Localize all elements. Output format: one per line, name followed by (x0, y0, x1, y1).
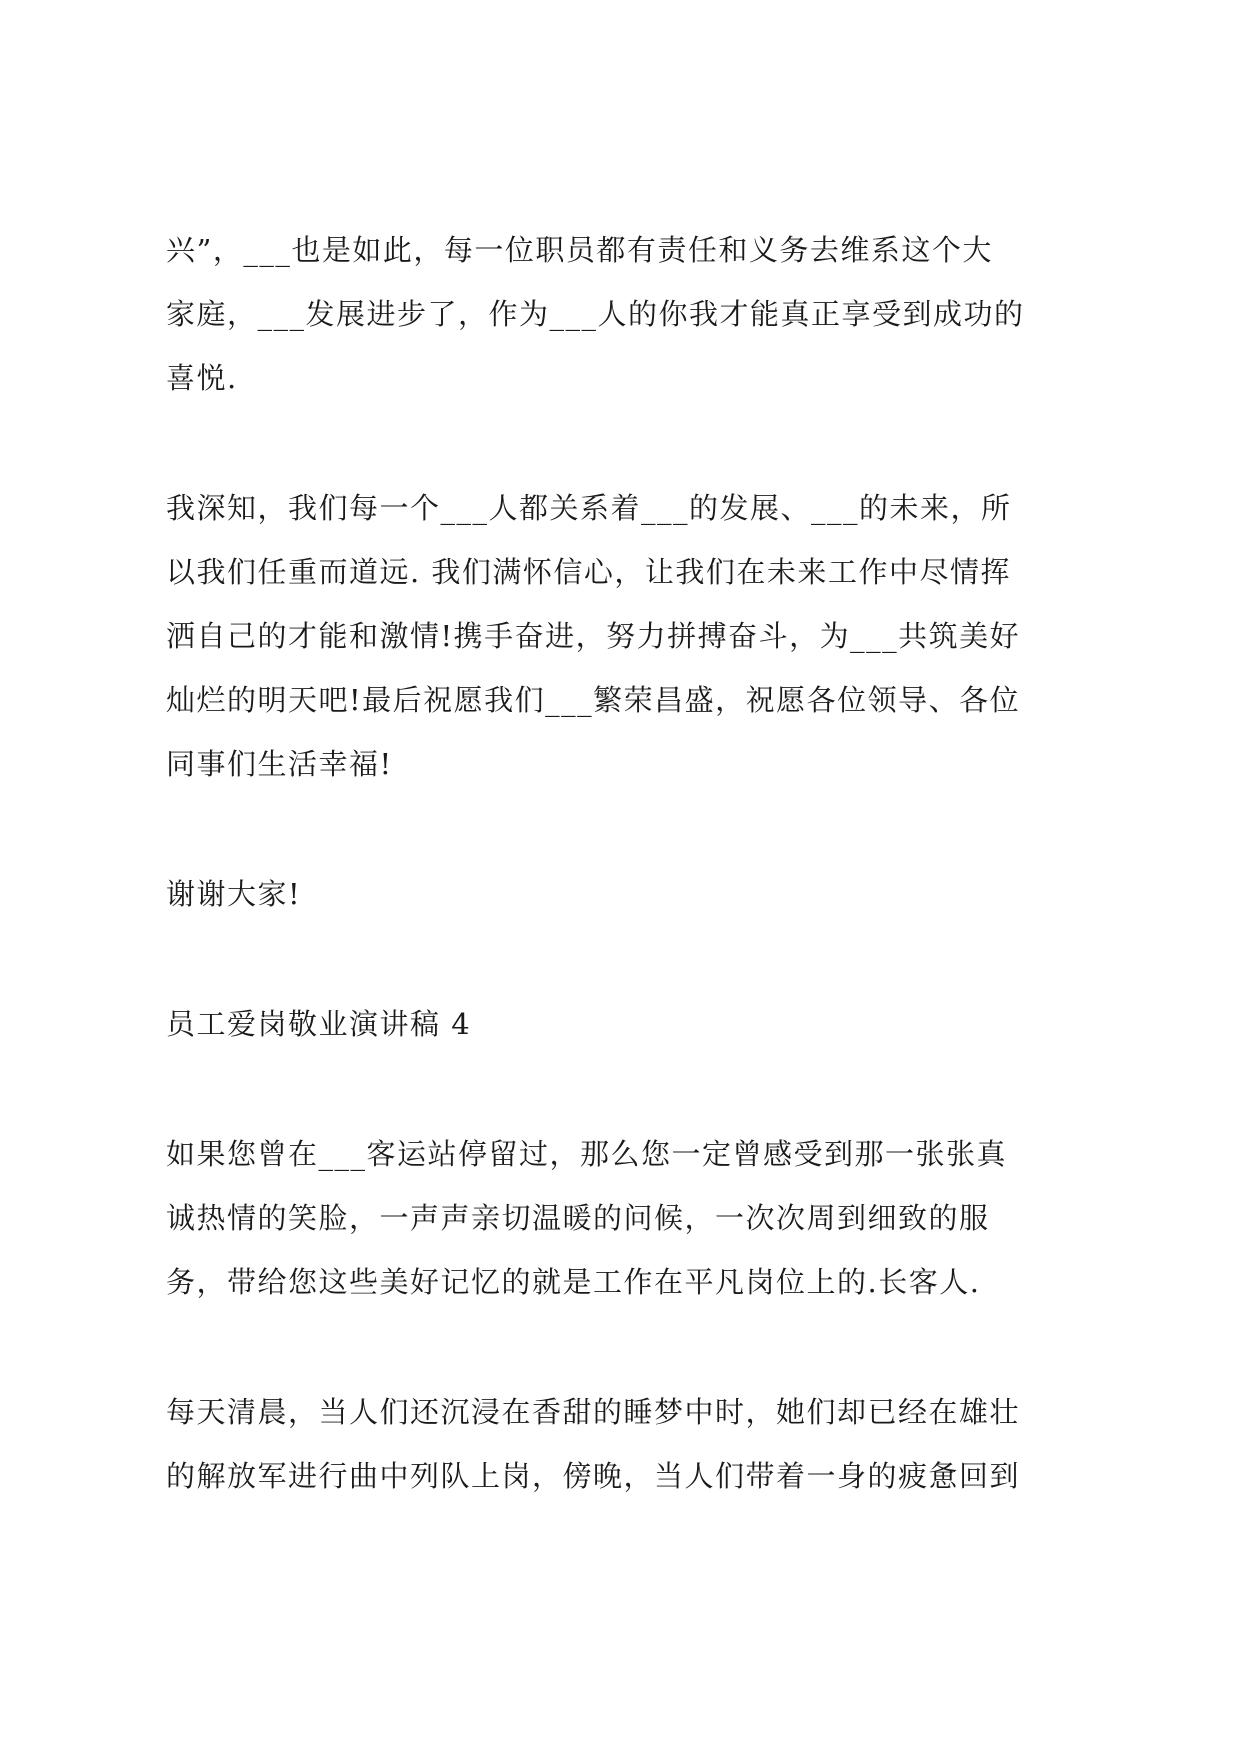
text-line: 务，带给您这些美好记忆的就是工作在平凡岗位上的.长客人. (166, 1265, 981, 1299)
text-line: 如果您曾在___客运站停留过，那么您一定曾感受到那一张张真 (166, 1137, 1008, 1171)
text-line: 的解放军进行曲中列队上岗，傍晚，当人们带着一身的疲惫回到 (166, 1459, 1021, 1493)
section-heading: 员工爱岗敬业演讲稿 4 (166, 1007, 472, 1041)
text-line: 兴”，___也是如此，每一位职员都有责任和义务去维系这个大 (166, 233, 993, 267)
text-line: 谢谢大家! (166, 877, 302, 911)
text-line: 以我们任重而道远. 我们满怀信心，让我们在未来工作中尽情挥 (166, 555, 1011, 589)
text-line: 灿烂的明天吧!最后祝愿我们___繁荣昌盛，祝愿各位领导、各位 (166, 683, 1021, 717)
text-line: 同事们生活幸福! (166, 747, 393, 781)
text-line: 家庭，___发展进步了，作为___人的你我才能真正享受到成功的 (166, 297, 1025, 331)
text-line: 我深知，我们每一个___人都关系着___的发展、___的未来，所 (166, 491, 1012, 525)
text-line: 洒自己的才能和激情!携手奋进，努力拼搏奋斗，为___共筑美好 (166, 619, 1021, 653)
text-line: 诚热情的笑脸，一声声亲切温暖的问候，一次次周到细致的服 (166, 1201, 990, 1235)
text-line: 喜悦. (166, 361, 238, 395)
text-line: 每天清晨，当人们还沉浸在香甜的睡梦中时，她们却已经在雄壮 (166, 1395, 1021, 1429)
